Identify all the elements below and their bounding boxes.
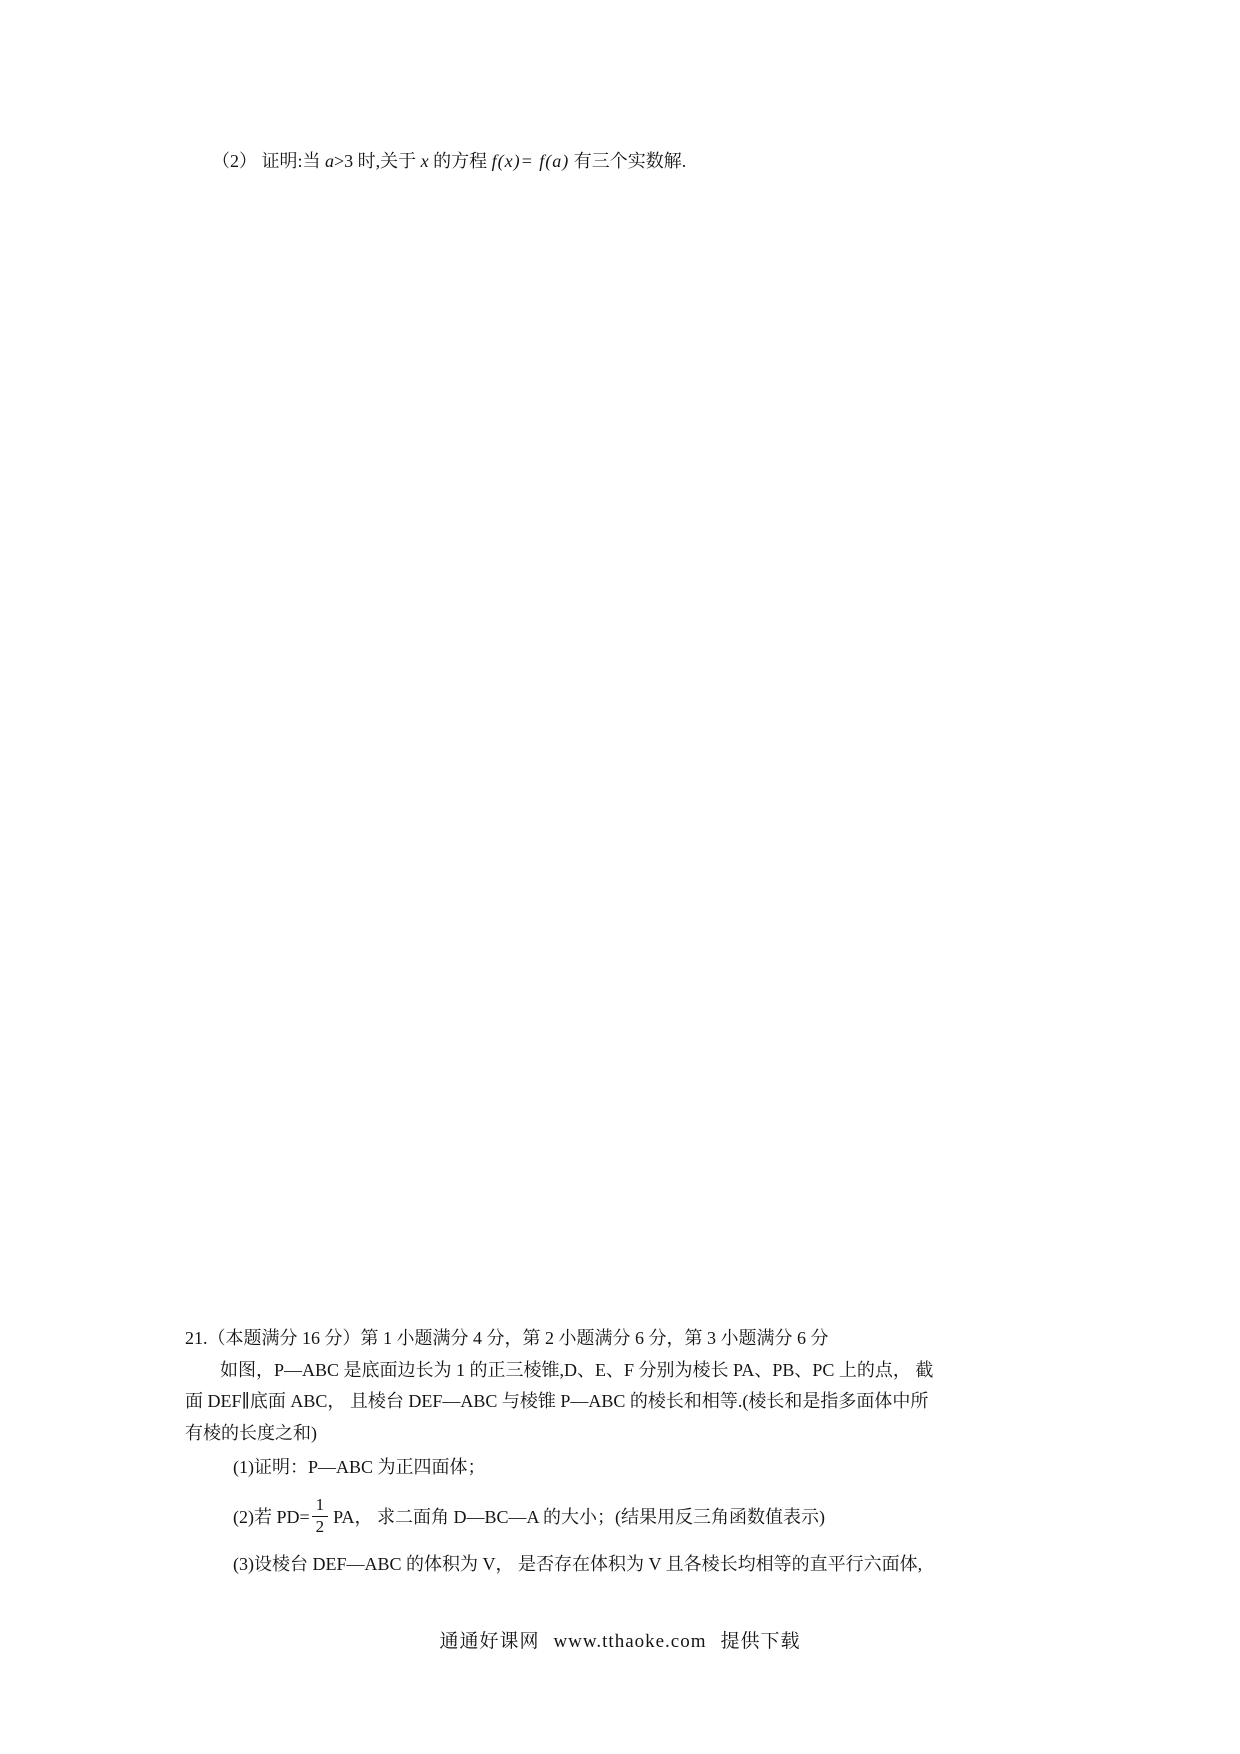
problem-part2-suffix: 有三个实数解.	[569, 151, 687, 171]
question-21-intro-line-1: 如图，P—ABC 是底面边长为 1 的正三棱锥,D、E、F 分别为棱长 PA、PB、PC 上的点， 截	[220, 1360, 934, 1380]
problem-part2-prefix: （2） 证明:当	[212, 151, 326, 171]
question-21-part-2-prefix: (2)若 PD=	[233, 1507, 310, 1527]
question-21-part-2-suffix: PA， 求二面角 D—BC—A 的大小；(结果用反三角函数值表示)	[333, 1507, 826, 1527]
question-21-part-2	[233, 1485, 1090, 1547]
problem-part2-statement	[212, 148, 686, 174]
fraction-numerator: 1	[315, 1495, 325, 1515]
footer-url: www.tthaoke.com	[553, 1631, 707, 1652]
math-variable-x: x	[420, 151, 429, 171]
problem-part2-mid1: >3 时,关于	[334, 151, 421, 171]
question-21-part-1: (1)证明：P—ABC 为正四面体；	[233, 1457, 486, 1477]
fraction-denominator: 2	[312, 1516, 329, 1537]
question-21-intro-line-3: 有棱的长度之和)	[185, 1423, 317, 1443]
question-21-part-3: (3)设棱台 DEF—ABC 的体积为 V， 是否存在体积为 V 且各棱长均相等的直平行六面体,	[233, 1554, 923, 1574]
question-21-heading: 21.（本题满分 16 分）第 1 小题满分 4 分，第 2 小题满分 6 分，第 3 小题满分 6 分	[185, 1328, 829, 1348]
question-21	[185, 1322, 1090, 1582]
math-variable-a: a	[325, 151, 335, 171]
math-formula-fx-equals-fa: f(x)= f(a)	[491, 151, 570, 171]
footer-suffix: 提供下载	[720, 1631, 801, 1652]
footer-site-name: 通通好课网	[439, 1631, 540, 1652]
page-footer	[0, 1626, 1240, 1653]
question-21-intro-line-2: 面 DEF∥底面 ABC， 且棱台 DEF—ABC 与棱锥 P—ABC 的棱长和相等.(棱长和是指多面体中所	[185, 1391, 929, 1411]
fraction-one-half	[312, 1495, 329, 1537]
problem-part2-mid2: 的方程	[428, 151, 492, 171]
